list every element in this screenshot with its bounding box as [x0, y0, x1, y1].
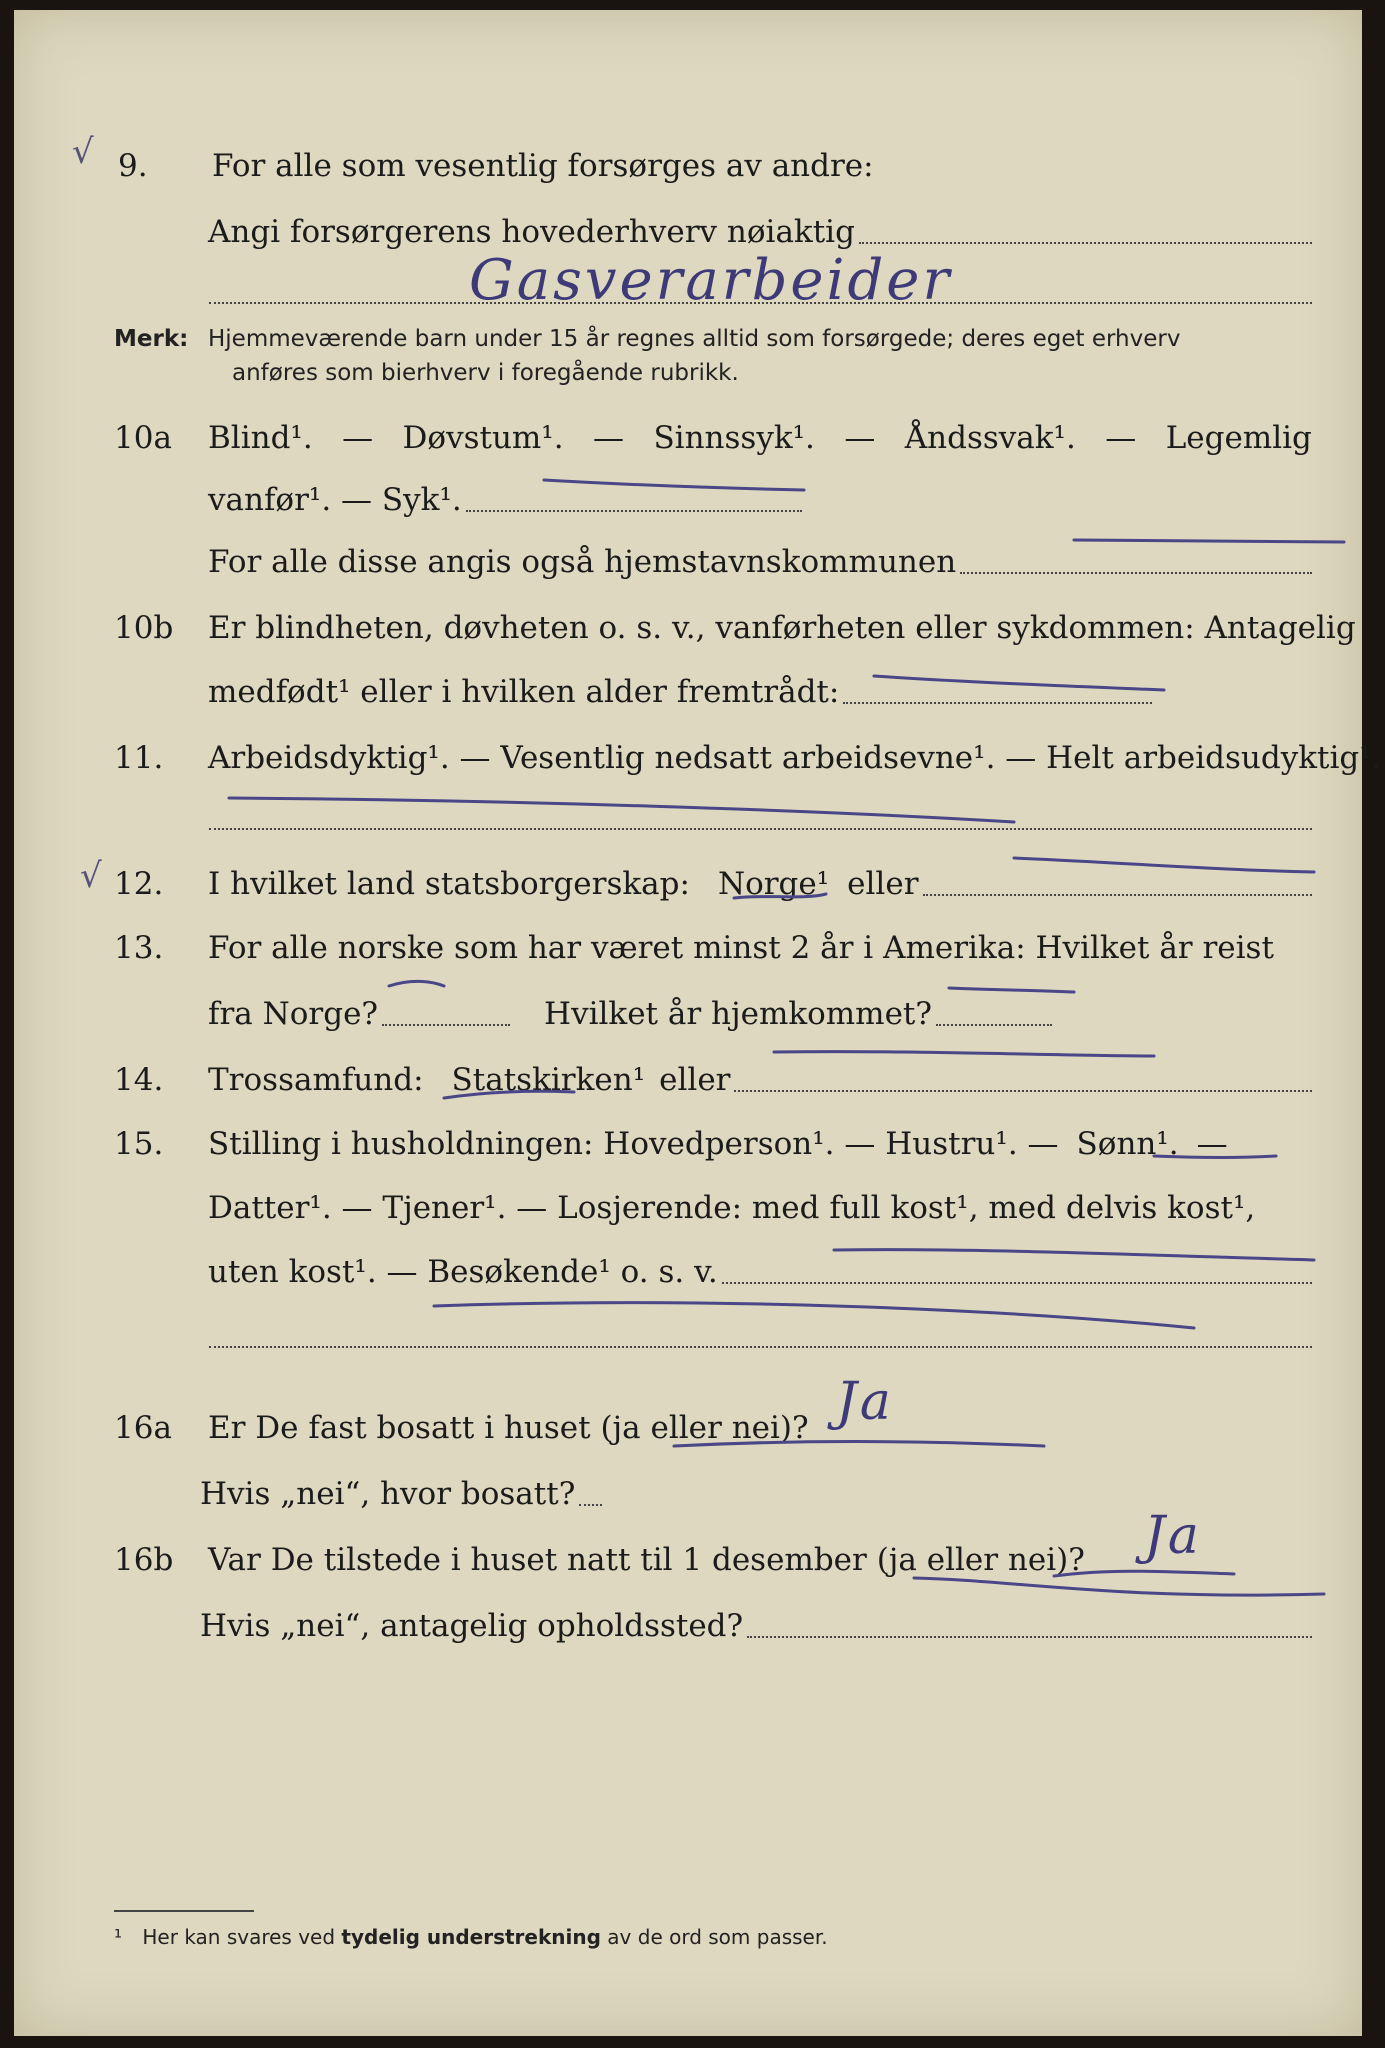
ink-stroke [674, 1442, 1044, 1447]
ink-stroke [1154, 1156, 1276, 1158]
question-text: Hvis „nei“, hvor bosatt? [200, 1476, 576, 1512]
ink-stroke [434, 1303, 1194, 1328]
ink-stroke [834, 1250, 1314, 1260]
census-form-page [14, 10, 1382, 2036]
footnote-bold: tydelig understrekning [341, 1925, 601, 1949]
option-statskirken: Statskirken¹ [451, 1062, 646, 1098]
footnote-text: Her kan svares ved [142, 1925, 336, 1949]
handwritten-answer-16b: Ja [1144, 1506, 1202, 1566]
footnote-rest: av de ord som passer. [607, 1925, 828, 1949]
question-text: Angi forsørgerens hovederhverv nøiaktig [208, 214, 855, 250]
dash: — [1196, 1126, 1228, 1162]
ink-stroke [874, 676, 1164, 690]
question-text: Trossamfund: [208, 1062, 424, 1098]
checkmark-q9: √ [72, 132, 94, 172]
ink-stroke [914, 1578, 1324, 1595]
option-legemlig: Legemlig [1165, 420, 1312, 456]
dash: — [1105, 420, 1137, 456]
ink-stroke [774, 1052, 1154, 1056]
ink-stroke [1054, 1571, 1234, 1576]
question-text: For alle som vesentlig forsørges av andre: [212, 148, 874, 184]
question-text: Var De tilstede i huset natt til 1 desember (ja eller nei)? [208, 1542, 1085, 1578]
question-text: Er blindheten, døvheten o. s. v., vanførheten eller sykdommen: Antagelig [208, 610, 1356, 646]
question-number: 13. [114, 930, 164, 966]
question-text: eller [847, 866, 919, 902]
option-sonn: Sønn¹. [1076, 1126, 1179, 1162]
option-blind: Blind¹. [208, 420, 313, 456]
note-text: anføres som bierhverv i foregående rubrikk. [232, 360, 739, 386]
question-number: 16b [114, 1542, 174, 1578]
dash: — [593, 420, 625, 456]
ink-stroke [389, 981, 444, 986]
question-number: 15. [114, 1126, 164, 1162]
ink-stroke [544, 480, 804, 490]
question-text: I hvilket land statsborgerskap: [208, 866, 690, 902]
option-andssvak: Åndssvak¹. [904, 420, 1076, 456]
question-number: 16a [114, 1410, 172, 1446]
question-text: Stilling i husholdningen: Hovedperson¹. — Hustru¹. — [208, 1126, 1059, 1162]
option-sinnssyk: Sinnssyk¹. [653, 420, 815, 456]
question-text: Datter¹. — Tjener¹. — Losjerende: med full kost¹, med delvis kost¹, [208, 1190, 1256, 1226]
question-text: eller [659, 1062, 731, 1098]
note-text: Hjemmeværende barn under 15 år regnes alltid som forsørgede; deres eget erhverv [208, 326, 1181, 352]
question-text: Er De fast bosatt i huset (ja eller nei)? [208, 1410, 809, 1446]
question-text: uten kost¹. — Besøkende¹ o. s. v. [208, 1254, 718, 1290]
question-text: vanfør¹. — Syk¹. [208, 482, 462, 518]
question-text: Hvilket år hjemkommet? [544, 996, 933, 1032]
footnote-mark: ¹ [114, 1925, 123, 1949]
ink-stroke [949, 988, 1074, 992]
question-text: fra Norge? [208, 996, 379, 1032]
question-text: For alle disse angis også hjemstavnskommunen [208, 544, 957, 580]
ink-stroke [444, 1091, 574, 1098]
ink-stroke [734, 894, 826, 898]
question-number: 10a [114, 420, 172, 456]
question-text: Hvis „nei“, antagelig opholdssted? [200, 1608, 744, 1644]
question-number: 9. [118, 148, 148, 184]
question-text: medfødt¹ eller i hvilken alder fremtrådt: [208, 674, 840, 710]
question-number: 11. [114, 740, 164, 776]
option-norge: Norge¹ [717, 866, 830, 902]
note-label: Merk: [114, 326, 189, 352]
question-number: 14. [114, 1062, 164, 1098]
question-number: 12. [114, 866, 164, 902]
dash: — [844, 420, 876, 456]
dash: — [342, 420, 374, 456]
handwritten-ink-strokes [14, 10, 1362, 2036]
checkmark-q12: √ [80, 856, 102, 896]
handwritten-answer-16a: Ja [836, 1372, 894, 1432]
ink-stroke [1074, 540, 1344, 542]
ink-stroke [229, 798, 1014, 822]
question-number: 10b [114, 610, 174, 646]
question-text: Arbeidsdyktig¹. — Vesentlig nedsatt arbeidsevne¹. — Helt arbeidsudyktig¹. [208, 740, 1382, 776]
ink-stroke [1014, 858, 1314, 872]
option-dovstum: Døvstum¹. [402, 420, 564, 456]
handwritten-answer-occupation: Gasverarbeider [469, 248, 953, 313]
question-text: For alle norske som har været minst 2 år i Amerika: Hvilket år reist [208, 930, 1274, 966]
